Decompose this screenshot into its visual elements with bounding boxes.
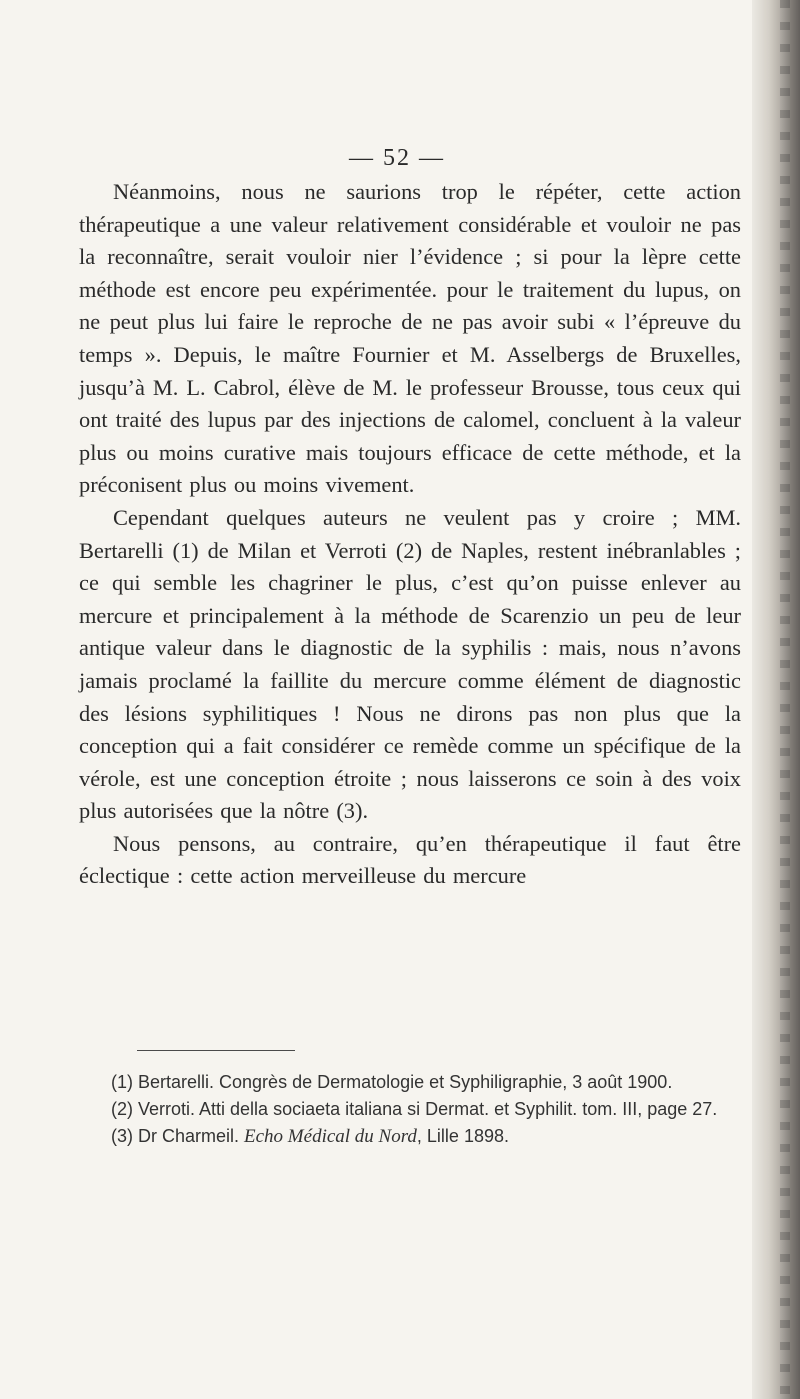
footnote bbox=[79, 1123, 741, 1150]
footnote-prefix: (3) Dr Charmeil. bbox=[111, 1126, 245, 1146]
paragraph: Nous pensons, au contraire, qu’en thérapeutique il faut être éclectique : cette action merveilleuse du mercure bbox=[79, 830, 741, 889]
footnote: (2) Verroti. Atti della sociaeta italiana si Dermat. et Syphilit. tom. III, page 27. bbox=[111, 1099, 718, 1119]
footnote: (1) Bertarelli. Congrès de Dermatologie et Syphiligraphie, 3 août 1900. bbox=[111, 1072, 673, 1092]
footnotes bbox=[79, 1069, 741, 1150]
footnote-divider bbox=[137, 1050, 295, 1051]
paragraph: Cependant quelques auteurs ne veulent pas y croire ; MM. Bertarelli (1) de Milan et Verroti (2) de Naples, restent inébranlables ; ce qui semble les chagriner le plus, c’est qu’on puisse enlever au mercure et principalement à la méthode de Scarenzio un peu de leur antique valeur dans le diagnostic de la syphilis : mais, nous n’avons jamais proclamé la faillite du mercure comme élément de diagnostic des lésions syphilitiques ! Nous ne dirons pas non plus que la conception qui a fait considérer ce remède comme un spécifique de la vérole, est une conception étroite ; nous laisserons ce soin à des voix plus autorisées que la nôtre (3). bbox=[79, 504, 741, 824]
body-text bbox=[79, 176, 741, 893]
paragraph: Néanmoins, nous ne saurions trop le répéter, cette action thérapeutique a une valeur relativement considérable et vouloir ne pas la reconnaître, serait vouloir nier l’évidence ; si pour la lèpre cette méthode est encore peu expérimentée. pour le traitement du lupus, on ne peut plus lui faire le reproche de ne pas avoir subi « l’épreuve du temps ». Depuis, le maître Fournier et M. Asselbergs de Bruxelles, jusqu’à M. L. Cabrol, élève de M. le professeur Brousse, tous ceux qui ont traité des lupus par des injections de calomel, concluent à la valeur plus ou moins curative mais toujours efficace de cette méthode, et la préconisent plus ou moins vivement. bbox=[79, 179, 741, 498]
page-number: — 52 — bbox=[349, 145, 445, 171]
footnote-journal-title: Echo Médical du Nord bbox=[244, 1126, 417, 1147]
footnote-suffix: , Lille 1898. bbox=[416, 1126, 509, 1146]
page-edge-shadow bbox=[752, 0, 800, 1399]
